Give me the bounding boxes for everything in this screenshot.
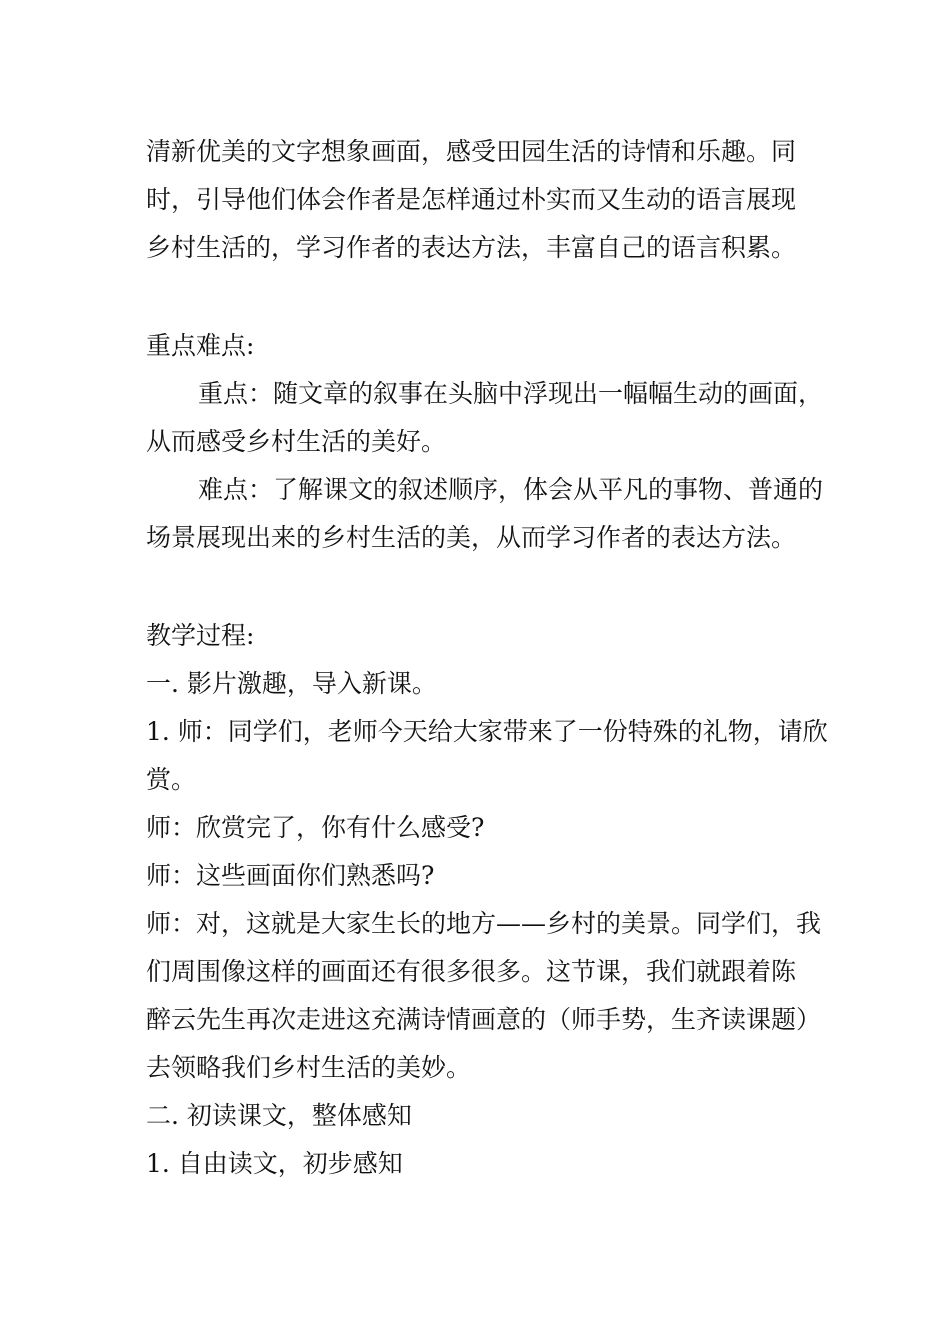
- intro-paragraph: [146, 128, 826, 272]
- focus-line: 重点：随文章的叙事在头脑中浮现出一幅幅生动的画面，: [198, 379, 824, 408]
- process-section: [146, 612, 826, 1188]
- key-points-heading: 重点难点:: [146, 331, 255, 360]
- process-heading: 教学过程:: [146, 621, 255, 650]
- process-line: 去领略我们乡村生活的美妙。: [146, 1053, 472, 1082]
- process-line: 1. 师：同学们，老师今天给大家带来了一份特殊的礼物，请欣: [146, 717, 828, 746]
- intro-line: 清新优美的文字想象画面，感受田园生活的诗情和乐趣。同: [146, 137, 797, 166]
- spacer: [146, 562, 826, 612]
- process-line: 赏。: [146, 765, 197, 794]
- intro-line: 乡村生活的，学习作者的表达方法，丰富自己的语言积累。: [146, 233, 797, 262]
- process-line: 师：对，这就是大家生长的地方——乡村的美景。同学们，我: [146, 909, 822, 938]
- process-line: 一. 影片激趣，导入新课。: [146, 669, 437, 698]
- process-line: 二. 初读课文，整体感知: [146, 1101, 412, 1130]
- focus-line: 从而感受乡村生活的美好。: [146, 427, 447, 456]
- key-points-section: [146, 322, 826, 562]
- process-line: 醉云先生再次走进这充满诗情画意的（师手势，生齐读课题）: [146, 1005, 822, 1034]
- difficulty-line: 场景展现出来的乡村生活的美，从而学习作者的表达方法。: [146, 523, 797, 552]
- process-line: 1. 自由读文，初步感知: [146, 1149, 403, 1178]
- process-line: 师：欣赏完了，你有什么感受?: [146, 813, 485, 842]
- process-line: 们周围像这样的画面还有很多很多。这节课，我们就跟着陈: [146, 957, 797, 986]
- intro-line: 时，引导他们体会作者是怎样通过朴实而又生动的语言展现: [146, 185, 797, 214]
- difficulty-line: 难点：了解课文的叙述顺序，体会从平凡的事物、普通的: [198, 475, 824, 504]
- process-line: 师：这些画面你们熟悉吗?: [146, 861, 435, 890]
- document-body: [146, 128, 826, 1188]
- spacer: [146, 272, 826, 322]
